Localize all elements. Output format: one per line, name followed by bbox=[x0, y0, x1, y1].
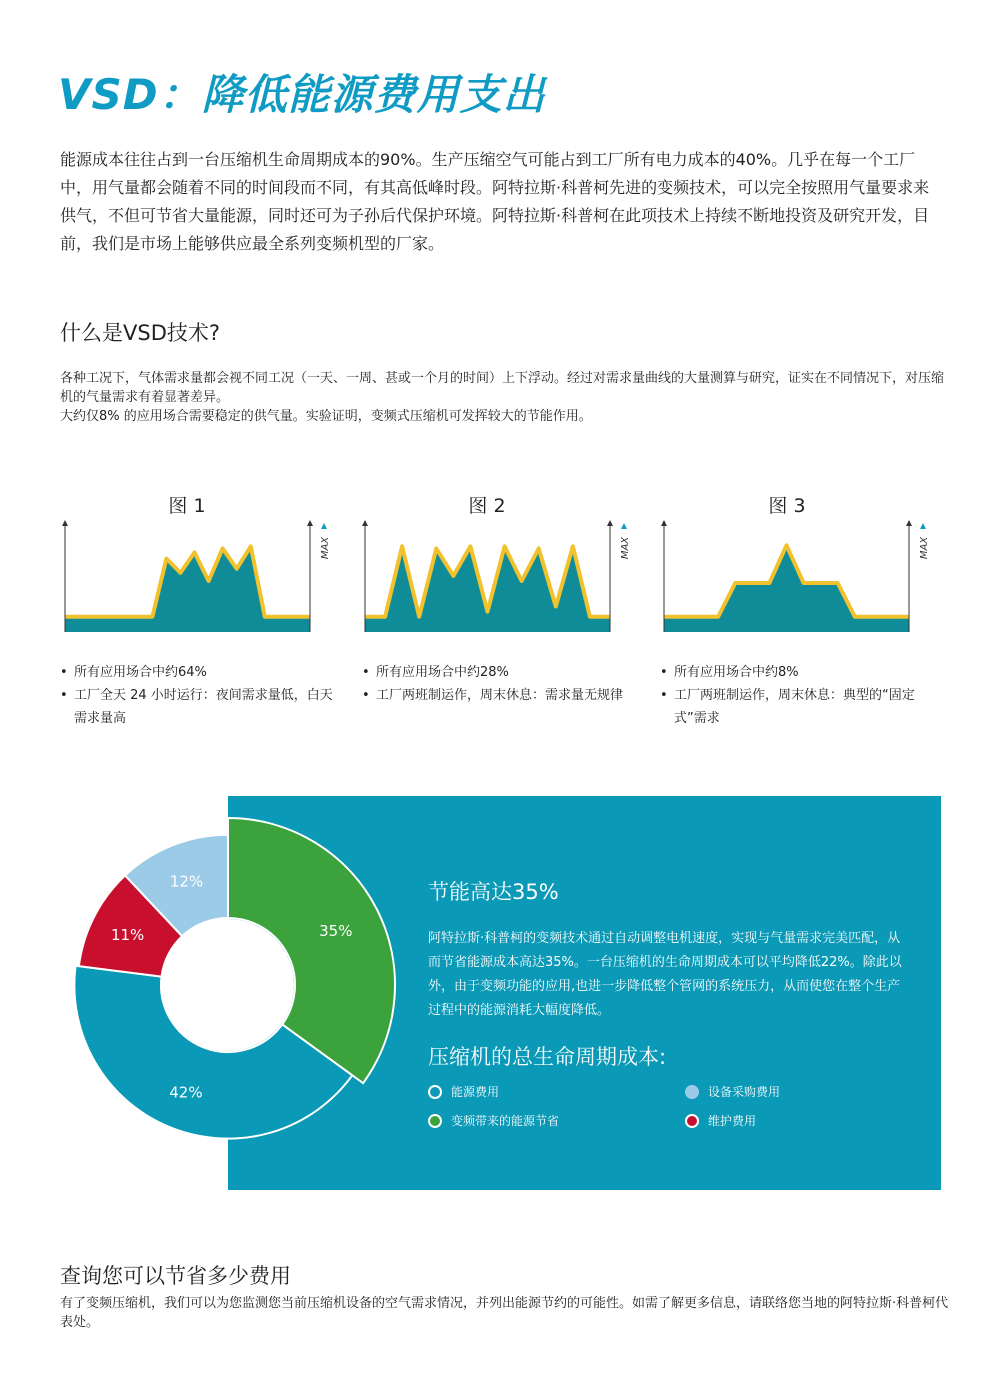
legend-label-energy-cost: 能源费用 bbox=[451, 1085, 500, 1099]
legend-label-vsd-savings: 变频带来的能源节省 bbox=[451, 1114, 560, 1128]
donut-slice-label-4: 12% bbox=[169, 872, 204, 891]
figure-3-title: 图 3 bbox=[768, 495, 806, 517]
figure-1-demand-chart bbox=[58, 516, 333, 636]
figure-1-bullet-2: • 工厂全天 24 小时运行：夜间需求量低，白天需求量高 bbox=[60, 684, 345, 730]
legend-dot-vsd-savings bbox=[428, 1114, 442, 1128]
donut-hole bbox=[162, 919, 294, 1051]
legend-dot-purchase-cost bbox=[685, 1085, 699, 1099]
axis-arrow-up-icon bbox=[307, 520, 313, 526]
axis-arrow-up-icon bbox=[661, 520, 667, 526]
figure-2-bullets bbox=[362, 661, 647, 707]
intro-paragraph: 能源成本往往占到一台压缩机生命周期成本的90%。生产压缩空气可能占到工厂所有电力成本的40%。几乎在每一个工厂中，用气量都会随着不同的时间段而不同，有其高低峰时段。阿特拉斯·科普柯先进的变频技术，可以完全按照用气量要求来供气，不但可节省大量能源，同时还可为子孙后代保护环境。阿特拉斯·科普柯在此项技术上持续不断地投资及研究开发，目前，我们是市场上能够供应最全系列变频机型的厂家。 bbox=[60, 150, 930, 253]
max-marker-icon bbox=[321, 523, 327, 529]
figure-1-title: 图 1 bbox=[168, 495, 206, 517]
axis-arrow-up-icon bbox=[362, 520, 368, 526]
legend-label-purchase-cost: 设备采购费用 bbox=[708, 1085, 781, 1099]
figure-3-bullets bbox=[660, 661, 945, 730]
page-title: VSD：降低能源费用支出 bbox=[58, 70, 546, 119]
donut-slice-label-3: 11% bbox=[110, 925, 145, 944]
legend-title: 压缩机的总生命周期成本: bbox=[428, 1045, 667, 1069]
legend-item-vsd-savings bbox=[428, 1112, 559, 1129]
figure-3-demand-chart bbox=[657, 516, 932, 636]
figure-2-title: 图 2 bbox=[468, 495, 506, 517]
max-axis-label: MAX bbox=[320, 536, 331, 560]
legend-item-energy-cost bbox=[428, 1083, 499, 1100]
panel-description: 阿特拉斯·科普柯的变频技术通过自动调整电机速度，实现与气量需求完美匹配，从而节省能源成本高达35%。一台压缩机的生命周期成本可以平均降低22%。除此以外，由于变频功能的应用,也进一步降低整个管网的系统压力，从而使您在整个生产过程中的能源消耗大幅度降低。 bbox=[428, 931, 902, 1018]
axis-arrow-up-icon bbox=[607, 520, 613, 526]
max-marker-icon bbox=[920, 523, 926, 529]
axis-arrow-up-icon bbox=[62, 520, 68, 526]
axis-arrow-up-icon bbox=[906, 520, 912, 526]
figure-2-demand-chart bbox=[358, 516, 633, 636]
savings-section-description: 有了变频压缩机，我们可以为您监测您当前压缩机设备的空气需求情况，并列出能源节约的可能性。如需了解更多信息，请联络您当地的阿特拉斯·科普柯代表处。 bbox=[60, 1296, 949, 1330]
demand-area bbox=[365, 546, 610, 632]
figure-2-bullet-1: • 所有应用场合中约28% bbox=[362, 661, 647, 684]
max-axis-label: MAX bbox=[919, 536, 930, 560]
max-marker-icon bbox=[621, 523, 627, 529]
demand-area bbox=[664, 545, 909, 632]
donut-slice-label-2: 42% bbox=[169, 1083, 203, 1102]
vsd-paragraph-2: 大约仅8% 的应用场合需要稳定的供气量。实验证明，变频式压缩机可发挥较大的节能作用。 bbox=[60, 409, 592, 424]
figure-3-bullet-1: • 所有应用场合中约8% bbox=[660, 661, 945, 684]
vsd-paragraph-1: 各种工况下，气体需求量都会视不同工况（一天、一周、甚或一个月的时间）上下浮动。经过对需求量曲线的大量测算与研究，证实在不同情况下，对压缩机的气量需求有着显著差异。 bbox=[60, 371, 945, 405]
figure-1-bullet-1: • 所有应用场合中约64% bbox=[60, 661, 345, 684]
figure-1-bullets bbox=[60, 661, 345, 730]
figure-2-bullet-2: • 工厂两班制运作，周末休息：需求量无规律 bbox=[362, 684, 647, 707]
vsd-description bbox=[60, 369, 950, 426]
legend-dot-maintenance-cost bbox=[685, 1114, 699, 1128]
legend-item-purchase-cost bbox=[685, 1083, 780, 1100]
figure-3-bullet-2: • 工厂两班制运作，周末休息：典型的“固定式”需求 bbox=[660, 684, 945, 730]
lifecycle-cost-donut-chart bbox=[40, 810, 410, 1180]
panel-title: 节能高达35% bbox=[428, 880, 559, 904]
donut-slice-label-1: 35% bbox=[319, 922, 353, 941]
vsd-section-title: 什么是VSD技术? bbox=[60, 321, 221, 345]
legend-label-maintenance-cost: 维护费用 bbox=[708, 1114, 757, 1128]
savings-section-title: 查询您可以节省多少费用 bbox=[60, 1264, 291, 1288]
max-axis-label: MAX bbox=[620, 536, 631, 560]
legend-item-maintenance-cost bbox=[685, 1112, 756, 1129]
legend-dot-energy-cost bbox=[428, 1085, 442, 1099]
